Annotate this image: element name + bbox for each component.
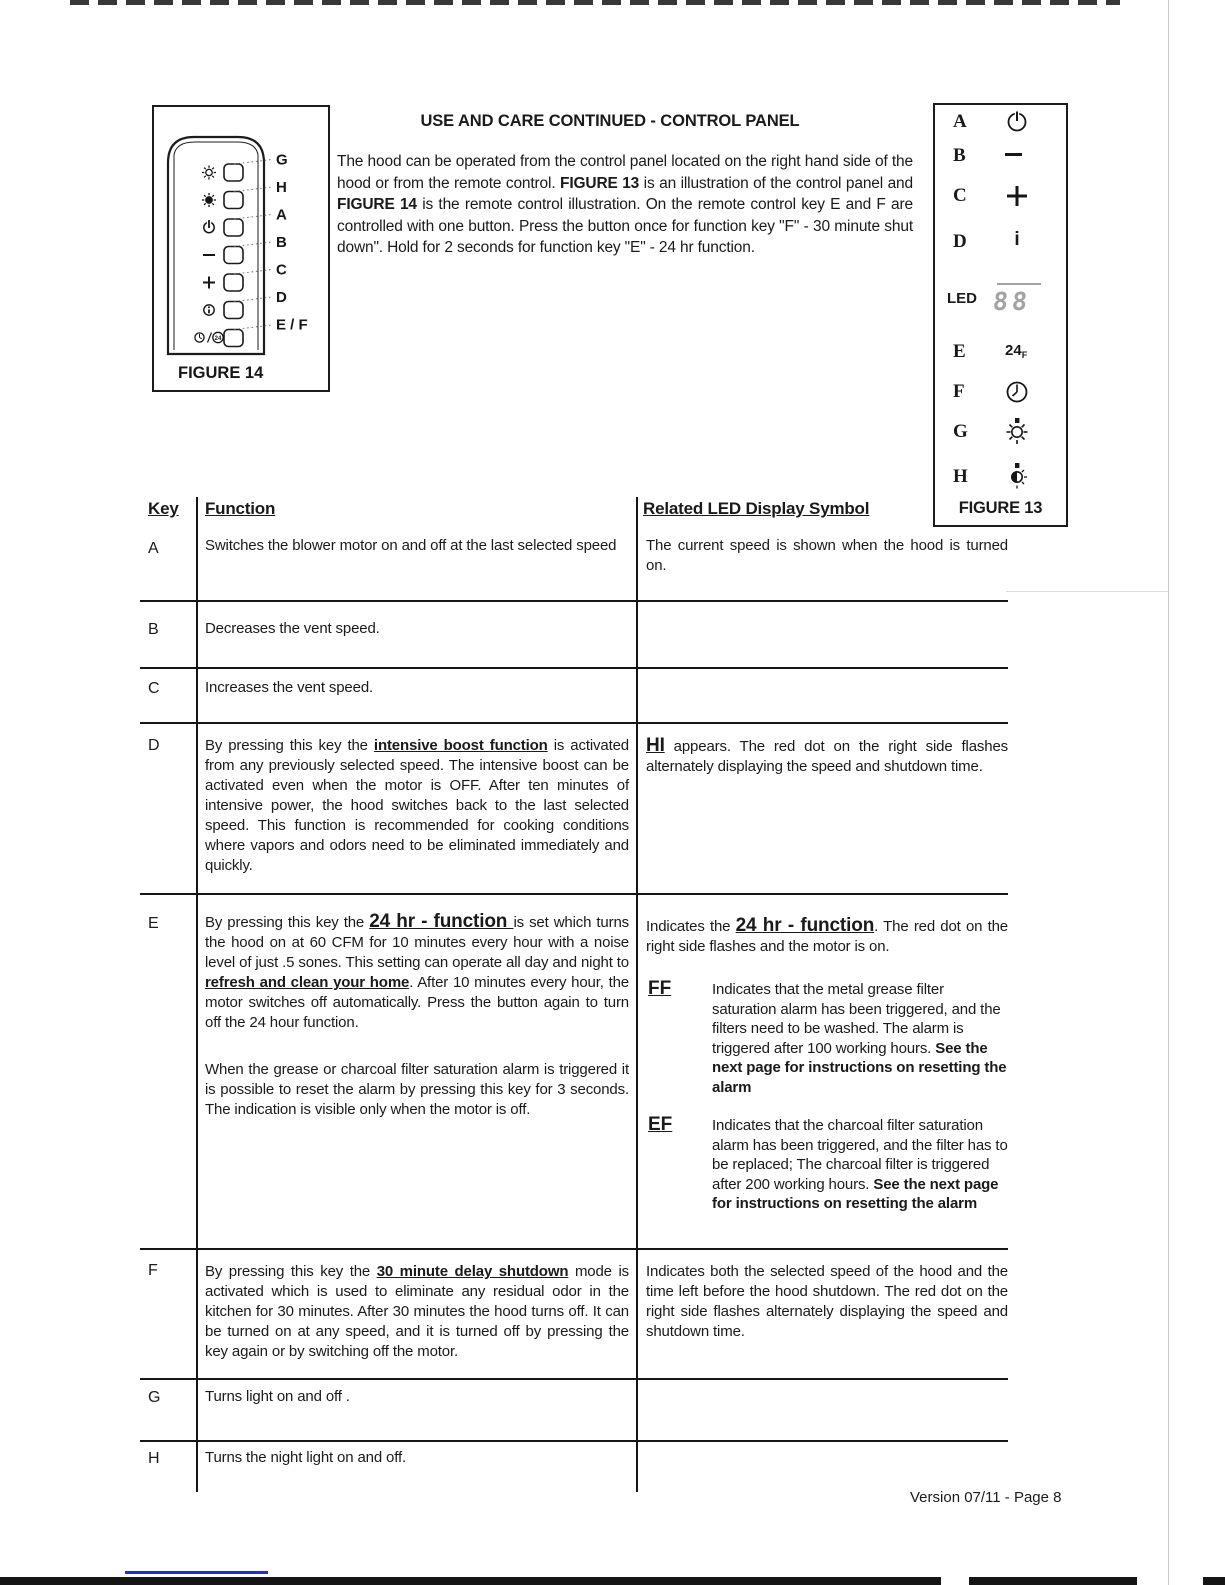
row-key-g: G: [148, 1389, 161, 1406]
remote-button-d: [224, 302, 243, 319]
figure13-key-e: E: [953, 341, 966, 362]
light-icon: [991, 415, 1043, 452]
row-key-f: F: [148, 1262, 158, 1279]
row-separator: [140, 722, 1008, 724]
24-hr-main: 24: [1005, 342, 1022, 359]
led-display: 88: [991, 287, 1033, 316]
scan-artifact-bottom-strip: [1203, 1577, 1225, 1585]
figure13-key-g: G: [953, 421, 968, 442]
page-title: USE AND CARE CONTINUED - CONTROL PANEL: [420, 112, 800, 130]
row-key-a: A: [148, 540, 159, 557]
plus-icon: [203, 277, 215, 289]
figure14-label-h: H: [276, 179, 287, 196]
figure14-label-c: C: [276, 261, 287, 279]
figure13-caption: FIGURE 13: [958, 499, 1043, 517]
remote-button-a: [224, 219, 243, 236]
table-header-led: Related LED Display Symbol: [643, 499, 870, 518]
circle-24-text: 24: [214, 336, 222, 342]
power-icon: [204, 220, 214, 233]
night-light-icon: [991, 460, 1043, 497]
info-icon: i: [1014, 229, 1020, 250]
minus-icon: [1005, 153, 1022, 156]
remote-body: [168, 137, 264, 354]
led-entry-term-ef: EF: [648, 1114, 673, 1135]
figure13-key-c: C: [953, 185, 967, 206]
row-key-h: H: [148, 1450, 160, 1467]
row-separator: [140, 1440, 1008, 1442]
scan-artifact-blue-line: [125, 1571, 268, 1574]
figure13-key-b: B: [953, 145, 966, 166]
function-cell-e-p1: By pressing this key the 24 hr - function is set which turns the hood on at 60 CFM for 10 minutes every hour with a noise level of just .5 sones. This setting can operate all day and night to refresh and clean your home. After 10 minutes every hour, the motor switches off automatically. Press the button again to turn off the 24 hour function.: [205, 911, 630, 1031]
figure13-key-led: LED: [947, 290, 977, 307]
row-separator: [140, 667, 1008, 669]
figure-14-box: [152, 105, 330, 392]
table-header-function: Function: [205, 499, 276, 518]
function-cell-a: Switches the blower motor on and off at the last selected speed: [205, 537, 617, 554]
table-divider-1: [196, 497, 198, 1492]
led-display-bar: [997, 283, 1041, 285]
table-divider-2: [636, 497, 638, 1492]
24-hr-symbol: [1005, 342, 1027, 360]
night-light-icon: [202, 193, 216, 207]
led-entry-term-ff: FF: [648, 978, 672, 999]
intro-paragraph: The hood can be operated from the control panel located on the right hand side of the hood or from the remote control. FIGURE 13 is an illustration of the control panel and FIGURE 14 is the remote control illustration. On the remote control key E and F are controlled with one button. Press the button once for function key "F" - 30 minute shut down". Hold for 2 seconds for function key "E" - 24 hr function.: [337, 153, 913, 257]
remote-control-illustration: [154, 107, 328, 390]
row-separator: [140, 893, 1008, 895]
figure13-key-a: A: [953, 111, 967, 132]
row-key-b: B: [148, 621, 159, 638]
page-footer: Version 07/11 - Page 8: [910, 1489, 1062, 1506]
function-cell-f: By pressing this key the 30 minute delay shutdown mode is activated which is used to eliminate any residual odor in the kitchen for 30 minutes. After 30 minutes the hood turns off. It can be turned on at any speed, and it is turned off by pressing the key again or by switching off the motor.: [205, 1263, 629, 1360]
figure14-label-b: B: [276, 234, 287, 251]
led-cell-e-intro: Indicates the 24 hr - function. The red dot on the right side flashes and the motor is on.: [646, 915, 1009, 955]
clock-icon: [991, 377, 1043, 412]
remote-button-g: [224, 164, 243, 181]
function-cell-e-p2: When the grease or charcoal filter saturation alarm is triggered it is possible to reset the alarm by pressing this key for 3 seconds. The indication is visible only when the motor is off.: [205, 1061, 629, 1118]
light-icon: [202, 166, 216, 180]
figure14-label-ef: E / F: [276, 316, 308, 334]
plus-icon: [991, 181, 1043, 216]
figure14-label-a: A: [276, 206, 287, 224]
function-cell-h: Turns the night light on and off.: [205, 1449, 407, 1466]
row-key-d: D: [148, 737, 160, 754]
remote-button-c: [224, 274, 243, 291]
row-key-e: E: [148, 915, 159, 932]
scan-artifact-bottom-strip: [0, 1577, 941, 1585]
row-key-c: C: [148, 680, 160, 697]
scan-artifact-vertical-line: [1168, 0, 1169, 1585]
figure13-key-h: H: [953, 466, 968, 487]
function-cell-g: Turns light on and off .: [205, 1388, 350, 1405]
info-icon: [204, 305, 214, 315]
function-cell-c: Increases the vent speed.: [205, 679, 374, 696]
remote-button-ef: [224, 330, 243, 347]
24-hr-sub: F: [1021, 350, 1028, 360]
function-cell-d: By pressing this key the intensive boost function is activated from any previously selected speed. The intensive boost can be activated even when the motor is OFF. After ten minutes of intensive power, the hood switches back to the last selected speed. This function is recommended for cooking conditions where vapors and odors need to be eliminated immediately and quickly.: [205, 737, 629, 874]
remote-button-h: [224, 192, 243, 209]
figure13-key-f: F: [953, 381, 965, 402]
led-entry-body-ef: Indicates that the charcoal filter saturation alarm has been triggered, and the filter has to be replaced; The charcoal filter is triggered after 200 working hours. See the next page for instructions on resetting the alarm: [712, 1117, 1008, 1212]
figure14-caption: FIGURE 14: [178, 364, 264, 382]
figure-13-box: [933, 103, 1068, 527]
led-cell-d: HI appears. The red dot on the right side flashes alternately displaying the speed and shutdown time.: [646, 735, 1008, 775]
power-icon: [991, 107, 1043, 142]
led-cell-a: The current speed is shown when the hood is turned on.: [646, 537, 1008, 574]
scan-artifact-bottom-strip: [969, 1577, 1137, 1585]
table-header-key: Key: [148, 499, 179, 518]
led-cell-f: Indicates both the selected speed of the hood and the time left before the hood shutdown. The red dot on the right side flashes alternately displaying the speed and shutdown time.: [646, 1263, 1008, 1340]
function-cell-b: Decreases the vent speed.: [205, 620, 380, 637]
figure14-label-g: G: [276, 151, 288, 169]
scan-artifact-horizontal-line: [1006, 591, 1168, 592]
figure14-label-d: D: [276, 289, 287, 306]
clock-24-icon: [195, 332, 223, 342]
row-separator: [140, 600, 1008, 602]
row-separator: [140, 1248, 1008, 1250]
scan-artifact-top-dashes: [70, 0, 1120, 5]
row-separator: [140, 1378, 1008, 1380]
remote-button-b: [224, 247, 243, 264]
led-entry-body-ff: Indicates that the metal grease filter saturation alarm has been triggered, and the filters need to be washed. The alarm is triggered after 100 working hours. See the next page for instructions on resetting the alarm: [712, 981, 1007, 1096]
figure13-key-d: D: [953, 231, 967, 252]
remote-buttons: [224, 164, 243, 347]
